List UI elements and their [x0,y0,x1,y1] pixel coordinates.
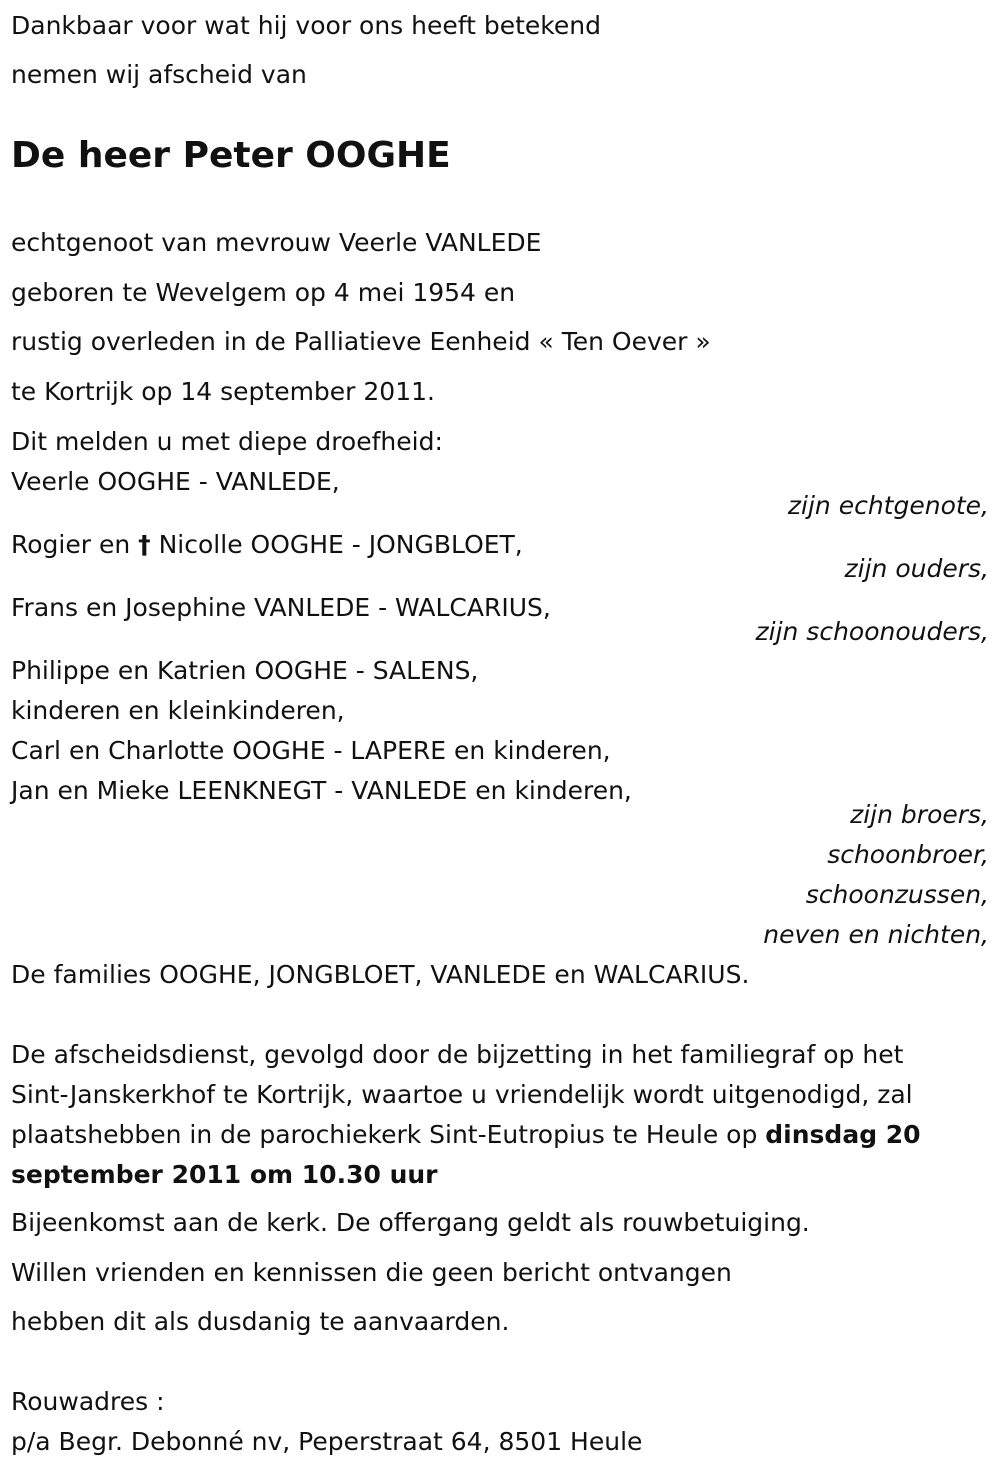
notice-line-2: hebben dit als dusdanig te aanvaarden. [11,1307,510,1336]
service-time-bold: september 2011 om 10.30 uur [11,1160,438,1189]
deceased-name: De heer Peter OOGHE [11,135,451,176]
announcement: Dit melden u met diepe droefheid: [11,427,443,456]
service-line-2: Sint-Janskerkhof te Kortrijk, waartoe u vriendelijk wordt uitgenodigd, zal [11,1080,913,1109]
death-line-2: te Kortrijk op 14 september 2011. [11,377,435,406]
sibling-line: Philippe en Katrien OOGHE - SALENS, [11,656,479,685]
sibling-role: zijn broers, [850,800,989,829]
service-line-3 [11,1122,921,1147]
sibling-role: neven en nichten, [763,920,989,949]
intro-line-1: Dankbaar voor wat hij voor ons heeft betekend [11,11,601,40]
notice-line-1: Willen vrienden en kennissen die geen bericht ontvangen [11,1258,732,1287]
service-date-bold: dinsdag 20 [765,1120,921,1149]
families-line: De families OOGHE, JONGBLOET, VANLEDE en WALCARIUS. [11,960,750,989]
spouse-name: Veerle OOGHE - VANLEDE, [11,467,340,496]
sibling-line: Jan en Mieke LEENKNEGT - VANLEDE en kinderen, [11,776,632,805]
sibling-role: schoonzussen, [805,880,989,909]
sibling-line: kinderen en kleinkinderen, [11,696,345,725]
parents-line [11,532,523,557]
birth-line: geboren te Wevelgem op 4 mei 1954 en [11,278,516,307]
intro-line-2: nemen wij afscheid van [11,60,307,89]
parents-first: Rogier en [11,530,131,559]
service-line-3-text: plaatshebben in de parochiekerk Sint-Eutropius te Heule op [11,1120,758,1149]
parents-second: Nicolle OOGHE - JONGBLOET, [158,530,523,559]
spouse-role: zijn echtgenote, [787,491,989,520]
spouse-line: echtgenoot van mevrouw Veerle VANLEDE [11,228,542,257]
inlaws-line: Frans en Josephine VANLEDE - WALCARIUS, [11,593,551,622]
gathering-line: Bijeenkomst aan de kerk. De offergang geldt als rouwbetuiging. [11,1208,810,1237]
address-value: p/a Begr. Debonné nv, Peperstraat 64, 8501 Heule [11,1427,643,1456]
sibling-line: Carl en Charlotte OOGHE - LAPERE en kinderen, [11,736,611,765]
inlaws-role: zijn schoonouders, [755,617,989,646]
service-line-1: De afscheidsdienst, gevolgd door de bijzetting in het familiegraf op het [11,1040,904,1069]
cross-icon: † [138,530,151,559]
death-line-1: rustig overleden in de Palliatieve Eenheid « Ten Oever » [11,327,711,356]
service-line-4 [11,1162,438,1187]
sibling-role: schoonbroer, [827,840,989,869]
parents-role: zijn ouders, [844,554,989,583]
address-label: Rouwadres : [11,1387,165,1416]
